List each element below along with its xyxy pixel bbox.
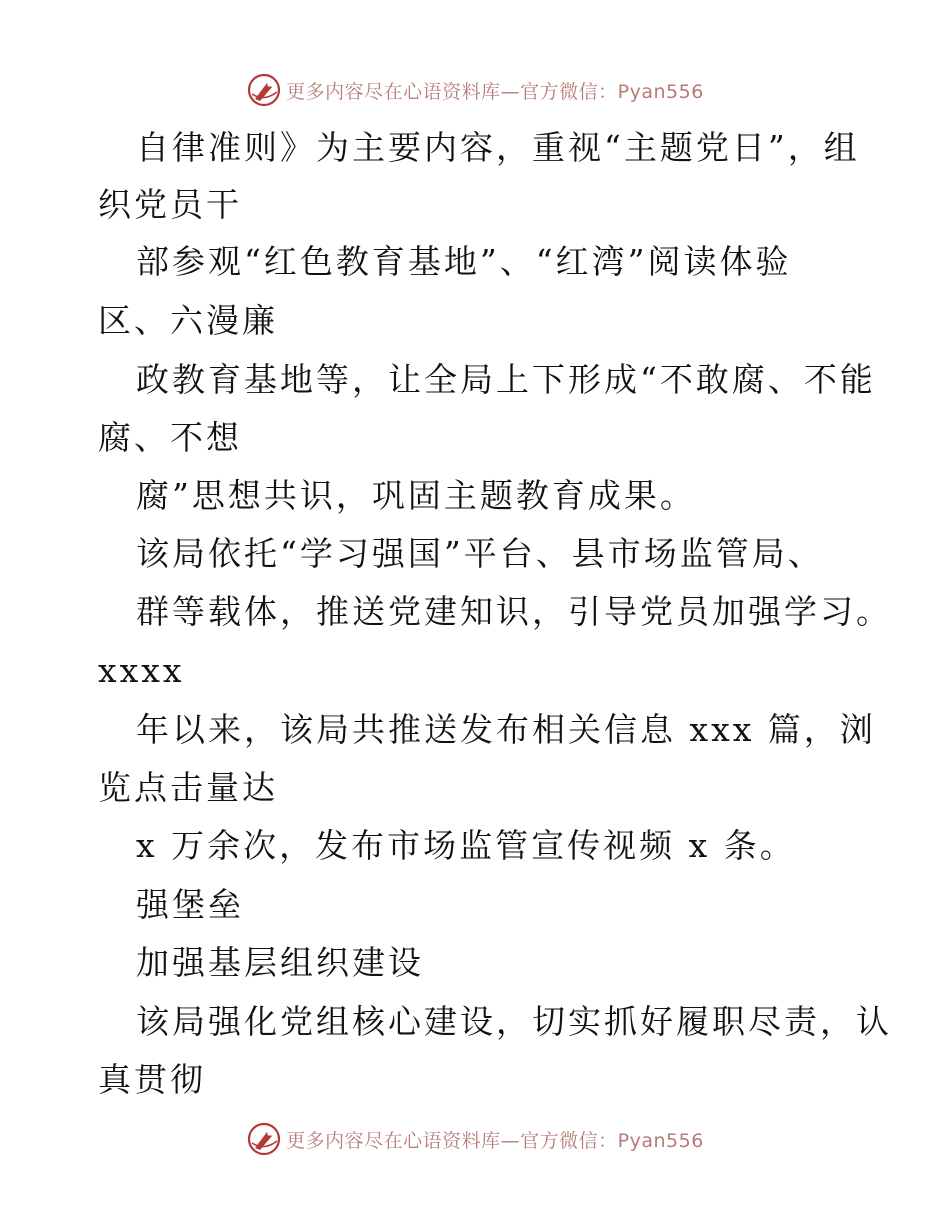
body-line: x 万余次，发布市场监管宣传视频 x 条。: [136, 826, 796, 865]
body-line: 腐、不想: [98, 418, 242, 457]
body-line: 腐”思想共识，巩固主题教育成果。: [136, 476, 696, 515]
pen-circle-icon: [246, 72, 282, 108]
body-line: 自律准则》为主要内容，重视“主题党日”，组: [136, 128, 860, 167]
body-line: 织党员干: [98, 185, 242, 224]
footer-banner: [0, 1117, 950, 1161]
body-line: 该局依托“学习强国”平台、县市场监管局、: [136, 534, 824, 573]
body-line: xxxx: [98, 651, 185, 690]
body-line: 群等载体，推送党建知识，引导党员加强学习。: [136, 592, 892, 631]
header-banner: [0, 68, 950, 112]
body-line: 年以来，该局共推送发布相关信息 xxx 篇，浏: [136, 710, 876, 749]
body-line: 强堡垒: [136, 885, 244, 924]
pen-circle-icon: [246, 1121, 282, 1157]
body-line: 该局强化党组核心建设，切实抓好履职尽责，认: [136, 1002, 892, 1041]
body-line: 区、六漫廉: [98, 301, 278, 340]
body-line: 览点击量达: [98, 768, 278, 807]
footer-banner-text: 更多内容尽在心语资料库—官方微信：Pyan556: [286, 1129, 704, 1152]
header-banner-text: 更多内容尽在心语资料库—官方微信：Pyan556: [286, 80, 704, 103]
body-line: 真贯彻: [98, 1060, 206, 1099]
body-line: 部参观“红色教育基地”、“红湾”阅读体验: [136, 242, 792, 281]
body-line: 加强基层组织建设: [136, 943, 424, 982]
body-line: 政教育基地等，让全局上下形成“不敢腐、不能: [136, 360, 876, 399]
